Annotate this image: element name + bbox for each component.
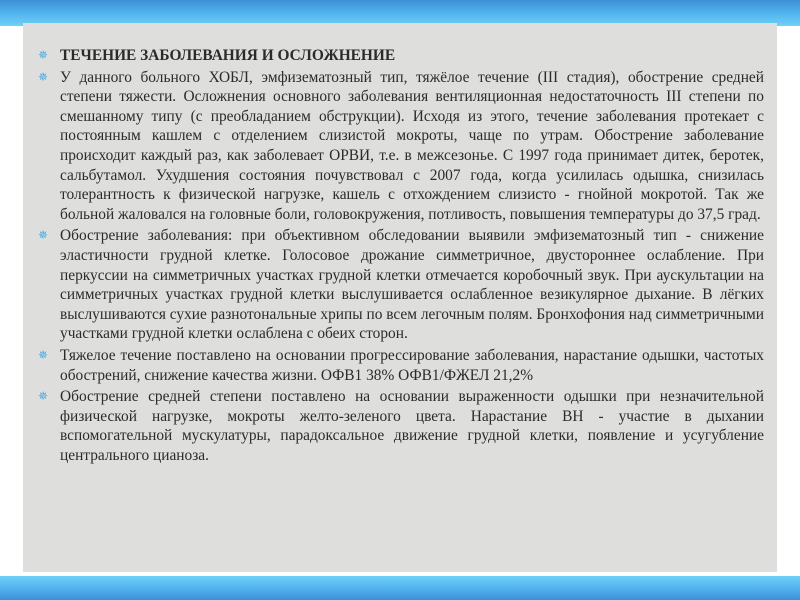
star-bullet-icon: ✵ [38,69,49,84]
list-item [38,68,764,225]
star-bullet-icon: ✵ [38,389,49,404]
list-item-heading [38,46,764,66]
list-item [38,387,764,465]
bottom-gradient-band [0,576,800,600]
star-bullet-icon: ✵ [38,48,49,62]
paragraph-moderate-exacerbation: Обострение средней степени поставлено на основании выраженности одышки при незначительной физической нагрузке, мокроты желто-зеленого цвета. Нарастание ВН - участие в дыхании вспомогательной мускулатуры, парадоксальное движение грудной клетки, появление и усугубление центрального цианоза. [60,388,764,464]
star-bullet-icon: ✵ [38,228,49,243]
paragraph-course: У данного больного ХОБЛ, эмфизематозный тип, тяжёлое течение (III стадия), обострение средней степени тяжести. Осложнения основного заболевания вентиляционная недостаточность III степени по смешанному типу (с преобладанием обструкции). Исходя из этого, течение заболевания протекает с постоянным кашлем с отделением слизистой мокроты, чаще по утрам. Обострение заболевание происходит каждый раз, как заболевает ОРВИ, т.е. в межсезонье. С 1997 года принимает дитек, беротек, сальбутамол. Ухудшения состояния почувствовал с 2007 года, когда усилилась одышка, снизилась толерантность к физической нагрузке, кашель с отхождением слизисто - гнойной мокротой. Так же больной жаловался на головные боли, головокружения, потливость, повышения температуры до 37,5 град. [60,68,764,223]
paragraph-exacerbation-exam: Обострение заболевания: при объективном обследовании выявили эмфизематозный тип - снижение эластичности грудной клетке. Голосовое дрожание симметричное, двустороннее ослабление. При перкуссии на симметричных участках грудной клетки отмечается коробочный звук. При аускультации на симметричных участках грудной клетки выслушивается ослабленное везикулярное дыхание. В лёгких выслушиваются сухие разнотональные хрипы по всем легочным полям. Бронхофония над симметричными участками грудной клетки ослаблена с обеих сторон. [60,227,765,343]
slide-heading: ТЕЧЕНИЕ ЗАБОЛЕВАНИЯ И ОСЛОЖНЕНИЕ [60,47,396,64]
bullet-list [38,46,764,467]
list-item [38,346,764,385]
list-item [38,226,764,344]
paragraph-severe-course: Тяжелое течение поставлено на основании прогрессирование заболевания, нарастание одышки, частотых обострений, снижение качества жизни. ОФВ1 38% ОФВ1/ФЖЕЛ 21,2% [60,346,764,384]
star-bullet-icon: ✵ [38,347,49,362]
